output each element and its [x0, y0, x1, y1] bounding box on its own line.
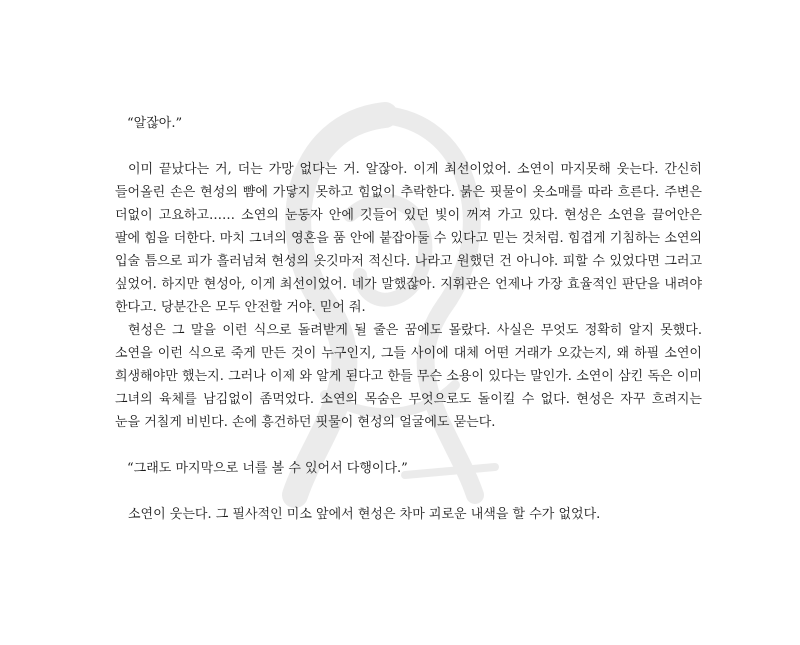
paragraph-spacer: [115, 480, 702, 503]
dialogue-line: “그래도 마지막으로 너를 볼 수 있어서 다행이다.”: [127, 461, 408, 476]
body-paragraph: 소연이 웃는다. 그 필사적인 미소 앞에서 현성은 차마 괴로운 내색을 할 수가 없었다.: [128, 507, 601, 522]
paragraph-spacer: [115, 434, 702, 457]
dialogue-line: “알잖아.”: [127, 116, 183, 131]
body-paragraph: 이미 끝났다는 거, 더는 가망 없다는 거. 알잖아. 이게 최선이었어. 소연이 마지못해 웃는다. 간신히 들어올린 손은 현성의 뺨에 가닿지 못하고 힘없이 추락한다. 붉은 핏물이 옷소매를 따라 흐른다. 주변은 더없이 고요하고…… 소연의 눈동자 안에 깃들어 있던 빛이 꺼져 가고 있다. 현성은 소연을 끌어안은 팔에 힘을 더한다. 마치 그녀의 영혼을 품 안에 붙잡아둘 수 있다고 믿는 것처럼. 힘겹게 기침하는 소연의 입술 틈으로 피가 흘러넘쳐 현성의 옷깃마저 적신다. 나라고 원했던 건 아니야. 피할 수 있었다면 그러고 싶었어. 하지만 현성아, 이게 최선이었어. 네가 말했잖아. 지휘관은 언제나 가장 효율적인 판단을 내려야 한다고. 당분간은 모두 안전할 거야. 믿어 줘.: [115, 162, 702, 315]
paragraph-spacer: [115, 135, 702, 158]
story-text: [115, 112, 702, 526]
body-paragraph: 현성은 그 말을 이런 식으로 돌려받게 될 줄은 꿈에도 몰랐다. 사실은 무엇도 정확히 알지 못했다. 소연을 이런 식으로 죽게 만든 것이 누구인지, 그들 사이에 대체 어떤 거래가 오갔는지, 왜 하필 소연이 희생해야만 했는지. 그러나 이제 와 알게 된다고 한들 무슨 소용이 있다는 말인가. 소연이 삼킨 독은 이미 그녀의 육체를 남김없이 좀먹었다. 소연의 목숨은 무엇으로도 돌이킬 수 없다. 현성은 자꾸 흐려지는 눈을 거칠게 비빈다. 손에 흥건하던 핏물이 현성의 얼굴에도 묻는다.: [115, 323, 702, 430]
